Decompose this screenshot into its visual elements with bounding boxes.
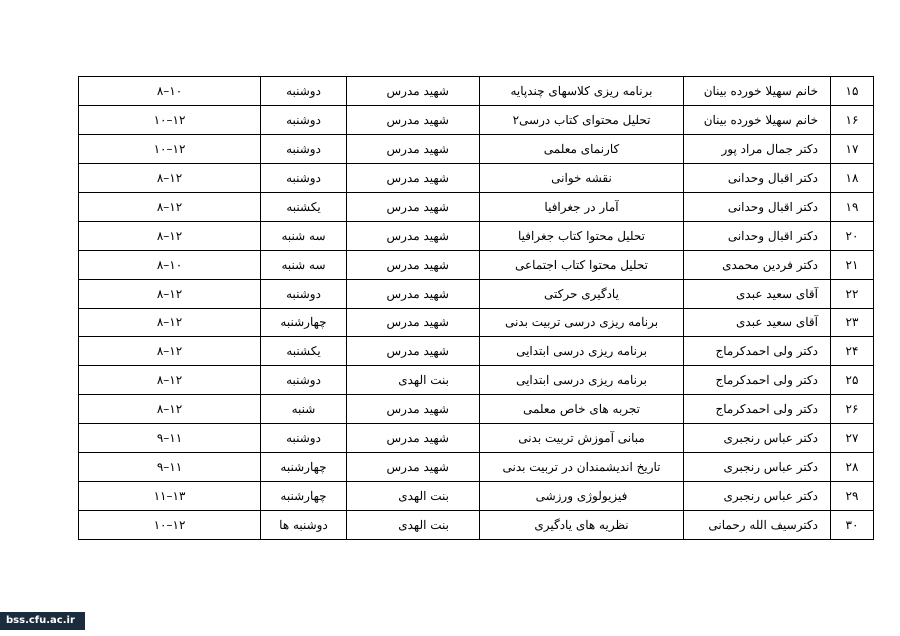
row-number: ۲۷ bbox=[831, 424, 874, 453]
day-of-week: دوشنبه bbox=[261, 424, 347, 453]
teacher-name: دکتر اقبال وحدانی bbox=[684, 163, 831, 192]
course-title: برنامه ریزی کلاسهای چندپایه bbox=[480, 77, 684, 106]
day-of-week: چهارشنبه bbox=[261, 482, 347, 511]
table-row bbox=[79, 337, 874, 366]
day-of-week: دوشنبه bbox=[261, 77, 347, 106]
location: شهید مدرس bbox=[347, 453, 480, 482]
table-row bbox=[79, 221, 874, 250]
site-logo[interactable]: bss.cfu.ac.ir bbox=[0, 612, 85, 630]
course-title: تحلیل محتوای کتاب درسی۲ bbox=[480, 105, 684, 134]
course-title: برنامه ریزی درسی ابتدایی bbox=[480, 366, 684, 395]
day-of-week: دوشنبه bbox=[261, 105, 347, 134]
teacher-name: دکتر ولی احمدکرماج bbox=[684, 337, 831, 366]
table-row bbox=[79, 308, 874, 337]
course-title: فیزیولوژی ورزشی bbox=[480, 482, 684, 511]
time-slot: ۱۲–۸ bbox=[79, 308, 261, 337]
time-slot: ۱۲–۱۰ bbox=[79, 134, 261, 163]
row-number: ۲۲ bbox=[831, 279, 874, 308]
location: شهید مدرس bbox=[347, 395, 480, 424]
day-of-week: دوشنبه ها bbox=[261, 511, 347, 540]
course-title: برنامه ریزی درسی ابتدایی bbox=[480, 337, 684, 366]
location: بنت الهدی bbox=[347, 366, 480, 395]
row-number: ۲۵ bbox=[831, 366, 874, 395]
course-title: آمار در جغرافیا bbox=[480, 192, 684, 221]
day-of-week: شنبه bbox=[261, 395, 347, 424]
schedule-table bbox=[78, 76, 874, 540]
location: بنت الهدی bbox=[347, 511, 480, 540]
table-row bbox=[79, 395, 874, 424]
time-slot: ۱۰–۸ bbox=[79, 77, 261, 106]
table-row bbox=[79, 134, 874, 163]
schedule-body bbox=[79, 77, 874, 540]
teacher-name: دکتر جمال مراد پور bbox=[684, 134, 831, 163]
table-row bbox=[79, 366, 874, 395]
teacher-name: دکتر عباس رنجبری bbox=[684, 482, 831, 511]
row-number: ۱۹ bbox=[831, 192, 874, 221]
location: شهید مدرس bbox=[347, 337, 480, 366]
course-title: تاریخ اندیشمندان در تربیت بدنی bbox=[480, 453, 684, 482]
day-of-week: چهارشنبه bbox=[261, 453, 347, 482]
table-row bbox=[79, 250, 874, 279]
row-number: ۱۷ bbox=[831, 134, 874, 163]
day-of-week: چهارشنبه bbox=[261, 308, 347, 337]
course-title: تجربه های خاص معلمی bbox=[480, 395, 684, 424]
time-slot: ۱۲–۸ bbox=[79, 163, 261, 192]
location: شهید مدرس bbox=[347, 163, 480, 192]
time-slot: ۱۲–۸ bbox=[79, 366, 261, 395]
day-of-week: یکشنبه bbox=[261, 337, 347, 366]
location: شهید مدرس bbox=[347, 134, 480, 163]
teacher-name: دکتر عباس رنجبری bbox=[684, 453, 831, 482]
teacher-name: دکتر اقبال وحدانی bbox=[684, 192, 831, 221]
row-number: ۱۶ bbox=[831, 105, 874, 134]
time-slot: ۱۲–۸ bbox=[79, 192, 261, 221]
time-slot: ۱۲–۸ bbox=[79, 221, 261, 250]
row-number: ۲۸ bbox=[831, 453, 874, 482]
row-number: ۲۶ bbox=[831, 395, 874, 424]
time-slot: ۱۲–۱۰ bbox=[79, 105, 261, 134]
table-row bbox=[79, 482, 874, 511]
day-of-week: دوشنبه bbox=[261, 163, 347, 192]
table-row bbox=[79, 163, 874, 192]
course-title: نظریه های یادگیری bbox=[480, 511, 684, 540]
teacher-name: دکتر ولی احمدکرماج bbox=[684, 366, 831, 395]
location: بنت الهدی bbox=[347, 482, 480, 511]
teacher-name: دکتر اقبال وحدانی bbox=[684, 221, 831, 250]
table-row bbox=[79, 105, 874, 134]
day-of-week: دوشنبه bbox=[261, 134, 347, 163]
time-slot: ۱۱–۹ bbox=[79, 453, 261, 482]
row-number: ۲۰ bbox=[831, 221, 874, 250]
course-title: تحلیل محتوا کتاب اجتماعی bbox=[480, 250, 684, 279]
teacher-name: دکترسیف الله رحمانی bbox=[684, 511, 831, 540]
day-of-week: دوشنبه bbox=[261, 279, 347, 308]
course-title: نقشه خوانی bbox=[480, 163, 684, 192]
teacher-name: آقای سعید عبدی bbox=[684, 308, 831, 337]
table-row bbox=[79, 424, 874, 453]
course-title: تحلیل محتوا کتاب جغرافیا bbox=[480, 221, 684, 250]
location: شهید مدرس bbox=[347, 424, 480, 453]
location: شهید مدرس bbox=[347, 250, 480, 279]
course-title: کارنمای معلمی bbox=[480, 134, 684, 163]
location: شهید مدرس bbox=[347, 221, 480, 250]
time-slot: ۱۲–۸ bbox=[79, 337, 261, 366]
table-row bbox=[79, 279, 874, 308]
time-slot: ۱۲–۸ bbox=[79, 395, 261, 424]
row-number: ۱۸ bbox=[831, 163, 874, 192]
table-row bbox=[79, 511, 874, 540]
time-slot: ۱۰–۸ bbox=[79, 250, 261, 279]
row-number: ۱۵ bbox=[831, 77, 874, 106]
table-row bbox=[79, 192, 874, 221]
location: شهید مدرس bbox=[347, 192, 480, 221]
table-row bbox=[79, 453, 874, 482]
time-slot: ۱۳–۱۱ bbox=[79, 482, 261, 511]
row-number: ۲۳ bbox=[831, 308, 874, 337]
row-number: ۲۴ bbox=[831, 337, 874, 366]
teacher-name: خانم سهیلا خورده بینان bbox=[684, 105, 831, 134]
row-number: ۲۱ bbox=[831, 250, 874, 279]
teacher-name: دکتر فردین محمدی bbox=[684, 250, 831, 279]
teacher-name: خانم سهیلا خورده بینان bbox=[684, 77, 831, 106]
course-title: مبانی آموزش تربیت بدنی bbox=[480, 424, 684, 453]
teacher-name: آقای سعید عبدی bbox=[684, 279, 831, 308]
row-number: ۲۹ bbox=[831, 482, 874, 511]
teacher-name: دکتر ولی احمدکرماج bbox=[684, 395, 831, 424]
day-of-week: یکشنبه bbox=[261, 192, 347, 221]
day-of-week: سه شنبه bbox=[261, 250, 347, 279]
day-of-week: دوشنبه bbox=[261, 366, 347, 395]
location: شهید مدرس bbox=[347, 105, 480, 134]
teacher-name: دکتر عباس رنجبری bbox=[684, 424, 831, 453]
location: شهید مدرس bbox=[347, 308, 480, 337]
time-slot: ۱۲–۱۰ bbox=[79, 511, 261, 540]
time-slot: ۱۲–۸ bbox=[79, 279, 261, 308]
location: شهید مدرس bbox=[347, 279, 480, 308]
table-row bbox=[79, 77, 874, 106]
course-title: برنامه ریزی درسی تربیت بدنی bbox=[480, 308, 684, 337]
course-title: یادگیری حرکتی bbox=[480, 279, 684, 308]
location: شهید مدرس bbox=[347, 77, 480, 106]
time-slot: ۱۱–۹ bbox=[79, 424, 261, 453]
day-of-week: سه شنبه bbox=[261, 221, 347, 250]
row-number: ۳۰ bbox=[831, 511, 874, 540]
